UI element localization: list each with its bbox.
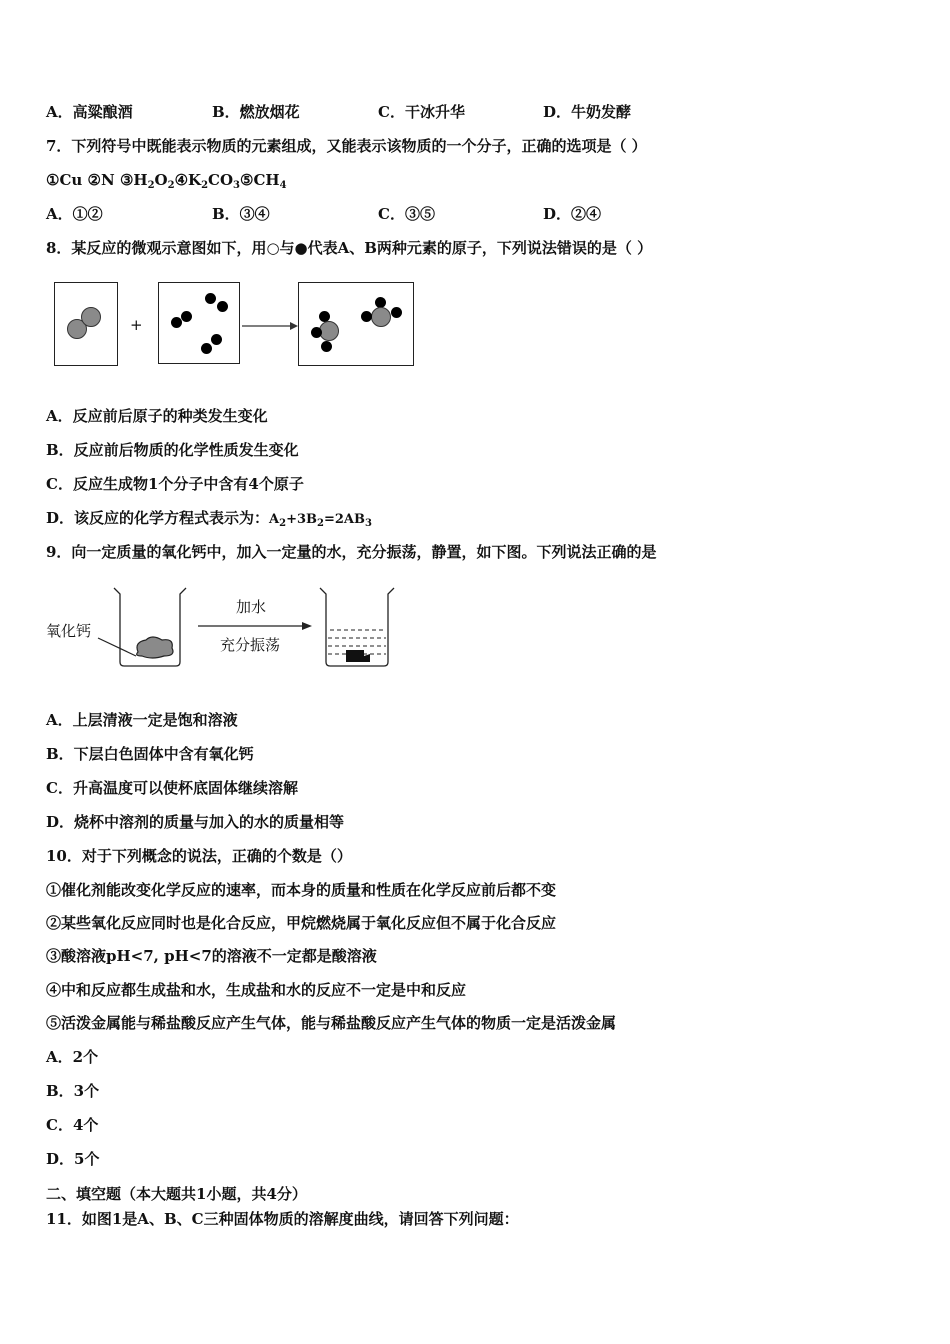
q6-option-c: C．干冰升华 xyxy=(378,103,465,121)
atom-a xyxy=(81,307,101,327)
q10-item-1: ①催化剂能改变化学反应的速率，而本身的质量和性质在化学反应前后都不变 xyxy=(46,881,557,899)
q10-option-d: D．5个 xyxy=(46,1150,100,1168)
q8-option-b: B．反应前后物质的化学性质发生变化 xyxy=(46,441,299,459)
q11-stem: 11．如图1是A、B、C三种固体物质的溶解度曲线，请回答下列问题： xyxy=(46,1210,519,1228)
reactant-a2-box xyxy=(54,282,118,366)
q7-symbols xyxy=(46,170,287,196)
atom-a xyxy=(319,321,339,341)
q10-option-b: B．3个 xyxy=(46,1082,100,1100)
q7-option-a: A．①② xyxy=(46,205,103,223)
q10-option-c: C．4个 xyxy=(46,1116,99,1134)
atom-b xyxy=(205,293,216,304)
atom-a xyxy=(371,307,391,327)
beaker-after xyxy=(316,586,396,668)
q10-stem: 10．对于下列概念的说法，正确的个数是（） xyxy=(46,847,352,865)
process-arrow xyxy=(196,618,314,634)
product-ab3-box xyxy=(298,282,414,366)
atom-b xyxy=(361,311,372,322)
q6-option-b: B．燃放烟花 xyxy=(212,103,300,121)
section-heading: 二、填空题（本大题共1小题，共4分） xyxy=(46,1185,307,1203)
q6-option-d: D．牛奶发酵 xyxy=(543,103,632,121)
q9-option-a: A．上层清液一定是饱和溶液 xyxy=(46,711,238,729)
q6-option-a: A．高粱酿酒 xyxy=(46,103,133,121)
reaction-arrow xyxy=(240,316,300,336)
plus-sign: + xyxy=(130,316,143,334)
q10-item-5: ⑤活泼金属能与稀盐酸反应产生气体，能与稀盐酸反应产生气体的物质一定是活泼金属 xyxy=(46,1014,617,1032)
q7-stem: 7．下列符号中既能表示物质的元素组成，又能表示该物质的一个分子，正确的选项是（ ） xyxy=(46,137,647,155)
label-pointer-line xyxy=(96,636,140,662)
q7-symbol-5: $⑤CH_4$ xyxy=(240,171,287,191)
q9-option-b: B．下层白色固体中含有氧化钙 xyxy=(46,745,254,763)
atom-b xyxy=(311,327,322,338)
shake-label: 充分振荡 xyxy=(220,636,281,654)
atom-b xyxy=(181,311,192,322)
q9-option-c: C．升高温度可以使杯底固体继续溶解 xyxy=(46,779,298,797)
atom-b xyxy=(217,301,228,312)
q10-item-4: ④中和反应都生成盐和水，生成盐和水的反应不一定是中和反应 xyxy=(46,981,467,999)
calcium-oxide-label: 氧化钙 xyxy=(46,622,92,640)
q7-symbol-2: ②N xyxy=(87,171,115,189)
q7-symbol-3: $③H_2O_2$ xyxy=(119,171,175,191)
q7-option-b: B．③④ xyxy=(212,205,270,223)
add-water-label: 加水 xyxy=(236,598,267,616)
atom-b xyxy=(211,334,222,345)
reactant-b2-box xyxy=(158,282,240,364)
q7-symbol-1: ①Cu xyxy=(46,171,83,189)
atom-b xyxy=(201,343,212,354)
q9-stem: 9．向一定质量的氧化钙中，加入一定量的水，充分振荡，静置，如下图。下列说法正确的是 xyxy=(46,543,657,561)
atom-b xyxy=(391,307,402,318)
q7-option-c: C．③⑤ xyxy=(378,205,435,223)
q8-option-a: A．反应前后原子的种类发生变化 xyxy=(46,407,268,425)
q10-option-a: A．2个 xyxy=(46,1048,99,1066)
q7-symbol-4: $④K_2CO_3$ xyxy=(174,171,241,191)
q7-option-d: D．②④ xyxy=(543,205,602,223)
q10-item-3: ③酸溶液pH<7, pH<7的溶液不一定都是酸溶液 xyxy=(46,947,377,965)
atom-b xyxy=(321,341,332,352)
q8-option-d: D．该反应的化学方程式表示为：$A_2+3B_2=2AB_3$ xyxy=(46,509,372,529)
q8-stem: 8．某反应的微观示意图如下，用○与●代表A、B两种元素的原子，下列说法错误的是（ ） xyxy=(46,239,653,257)
q9-option-d: D．烧杯中溶剂的质量与加入的水的质量相等 xyxy=(46,813,345,831)
q8-option-c: C．反应生成物1个分子中含有4个原子 xyxy=(46,475,304,493)
atom-b xyxy=(171,317,182,328)
q10-item-2: ②某些氧化反应同时也是化合反应，甲烷燃烧属于氧化反应但不属于化合反应 xyxy=(46,914,557,932)
